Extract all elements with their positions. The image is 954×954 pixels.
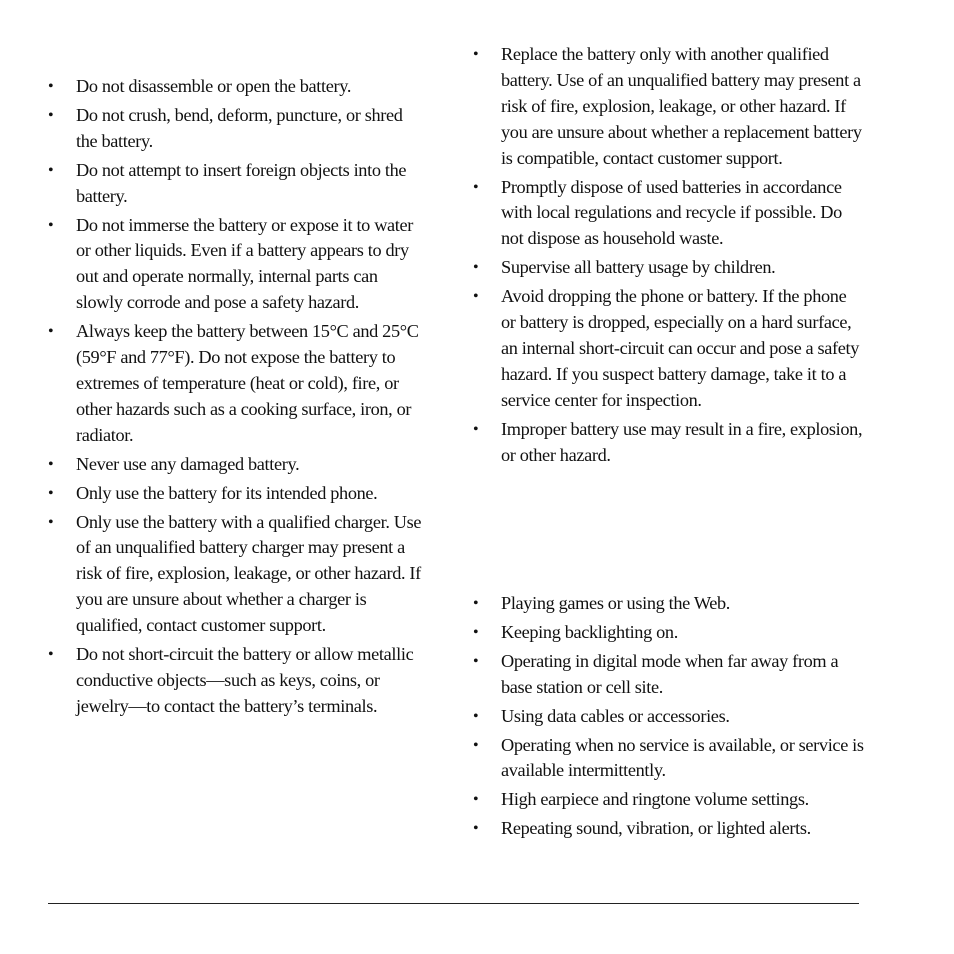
- list-item: [48, 452, 428, 478]
- list-item: [473, 255, 865, 281]
- battery-drain-factors-list: [473, 591, 865, 845]
- list-item-text: Do not immerse the battery or expose it to water or other liquids. Even if a battery appears to dry out and operate normally, internal parts can slowly corrode and pose a safety hazard.: [76, 214, 414, 313]
- bullet-icon: •: [473, 595, 479, 612]
- list-item: [48, 642, 428, 720]
- list-item-text: Repeating sound, vibration, or lighted alerts.: [501, 818, 811, 839]
- list-item-text: Supervise all battery usage by children.: [501, 257, 776, 278]
- bullet-icon: •: [473, 791, 479, 809]
- bullet-icon: •: [48, 323, 54, 341]
- bullet-icon: •: [48, 161, 54, 179]
- battery-safety-list-left: [48, 74, 428, 723]
- bullet-icon: •: [48, 106, 54, 124]
- list-item-text: Replace the battery only with another qualified battery. Use of an unqualified battery may present a risk of fire, explosion, leakage, or other hazard. If you are unsure about whether a replacement battery is compatible, contact customer support.: [501, 44, 862, 168]
- list-item: [473, 284, 865, 414]
- list-item: [473, 787, 865, 813]
- bullet-icon: •: [473, 259, 479, 277]
- bullet-icon: •: [48, 216, 54, 234]
- list-item-text: High earpiece and ringtone volume settings.: [501, 789, 809, 810]
- list-item: [48, 481, 428, 507]
- battery-safety-list-right: [473, 42, 865, 472]
- bullet-icon: •: [48, 78, 54, 95]
- list-item: [473, 175, 865, 253]
- bullet-icon: •: [473, 736, 479, 754]
- bullet-icon: •: [48, 484, 54, 502]
- list-item-text: Always keep the battery between 15°C and 25°C (59°F and 77°F). Do not expose the battery to extremes of temperature (heat or cold), fire, or other hazards such as a cooking surface, iron, or radiator.: [76, 321, 419, 445]
- bullet-icon: •: [473, 820, 479, 838]
- bullet-icon: •: [473, 178, 479, 196]
- list-item: [48, 510, 428, 640]
- list-item: [473, 704, 865, 730]
- bullet-icon: •: [473, 288, 479, 306]
- list-item-text: Playing games or using the Web.: [501, 593, 731, 613]
- list-item: [48, 213, 428, 317]
- list-item: [48, 158, 428, 210]
- list-item-text: Do not disassemble or open the battery.: [76, 76, 352, 96]
- bullet-icon: •: [473, 707, 479, 725]
- list-item-text: Only use the battery for its intended phone.: [76, 482, 378, 503]
- list-item: [473, 816, 865, 842]
- list-item: [473, 591, 865, 617]
- list-item: [473, 620, 865, 646]
- list-item-text: Improper battery use may result in a fire, explosion, or other hazard.: [501, 418, 863, 465]
- list-item-text: Avoid dropping the phone or battery. If the phone or battery is dropped, especially on a hard surface, an internal short-circuit can occur and pose a safety hazard. If you suspect battery damage, take it to a service center for inspection.: [501, 286, 860, 410]
- bullet-icon: •: [473, 623, 479, 641]
- list-item: [48, 319, 428, 449]
- list-item-text: Using data cables or accessories.: [501, 705, 730, 726]
- footer-divider: [48, 903, 859, 904]
- list-item-text: Do not short-circuit the battery or allow metallic conductive objects—such as keys, coins, or jewelry—to contact the battery’s terminals.: [76, 644, 414, 716]
- list-item: [473, 733, 865, 785]
- list-item: [48, 103, 428, 155]
- list-item-text: Operating when no service is available, or service is available intermittently.: [501, 734, 864, 781]
- bullet-icon: •: [473, 652, 479, 670]
- list-item-text: Keeping backlighting on.: [501, 621, 678, 642]
- bullet-icon: •: [473, 46, 479, 63]
- list-item-text: Do not attempt to insert foreign objects into the battery.: [76, 159, 407, 206]
- list-item: [473, 42, 865, 172]
- bullet-icon: •: [48, 646, 54, 664]
- list-item-text: Never use any damaged battery.: [76, 453, 300, 474]
- bullet-icon: •: [473, 420, 479, 438]
- list-item-text: Operating in digital mode when far away from a base station or cell site.: [501, 650, 839, 697]
- list-item: [473, 649, 865, 701]
- list-item-text: Promptly dispose of used batteries in accordance with local regulations and recycle if possible. Do not dispose as household waste.: [501, 176, 842, 249]
- list-item: [48, 74, 428, 100]
- list-item: [473, 417, 865, 469]
- list-item-text: Only use the battery with a qualified charger. Use of an unqualified battery charger may present a risk of fire, explosion, leakage, or other hazard. If you are unsure about whether a charger is qualified, contact customer support.: [76, 511, 422, 636]
- bullet-icon: •: [48, 455, 54, 473]
- list-item-text: Do not crush, bend, deform, puncture, or shred the battery.: [76, 104, 403, 151]
- bullet-icon: •: [48, 513, 54, 531]
